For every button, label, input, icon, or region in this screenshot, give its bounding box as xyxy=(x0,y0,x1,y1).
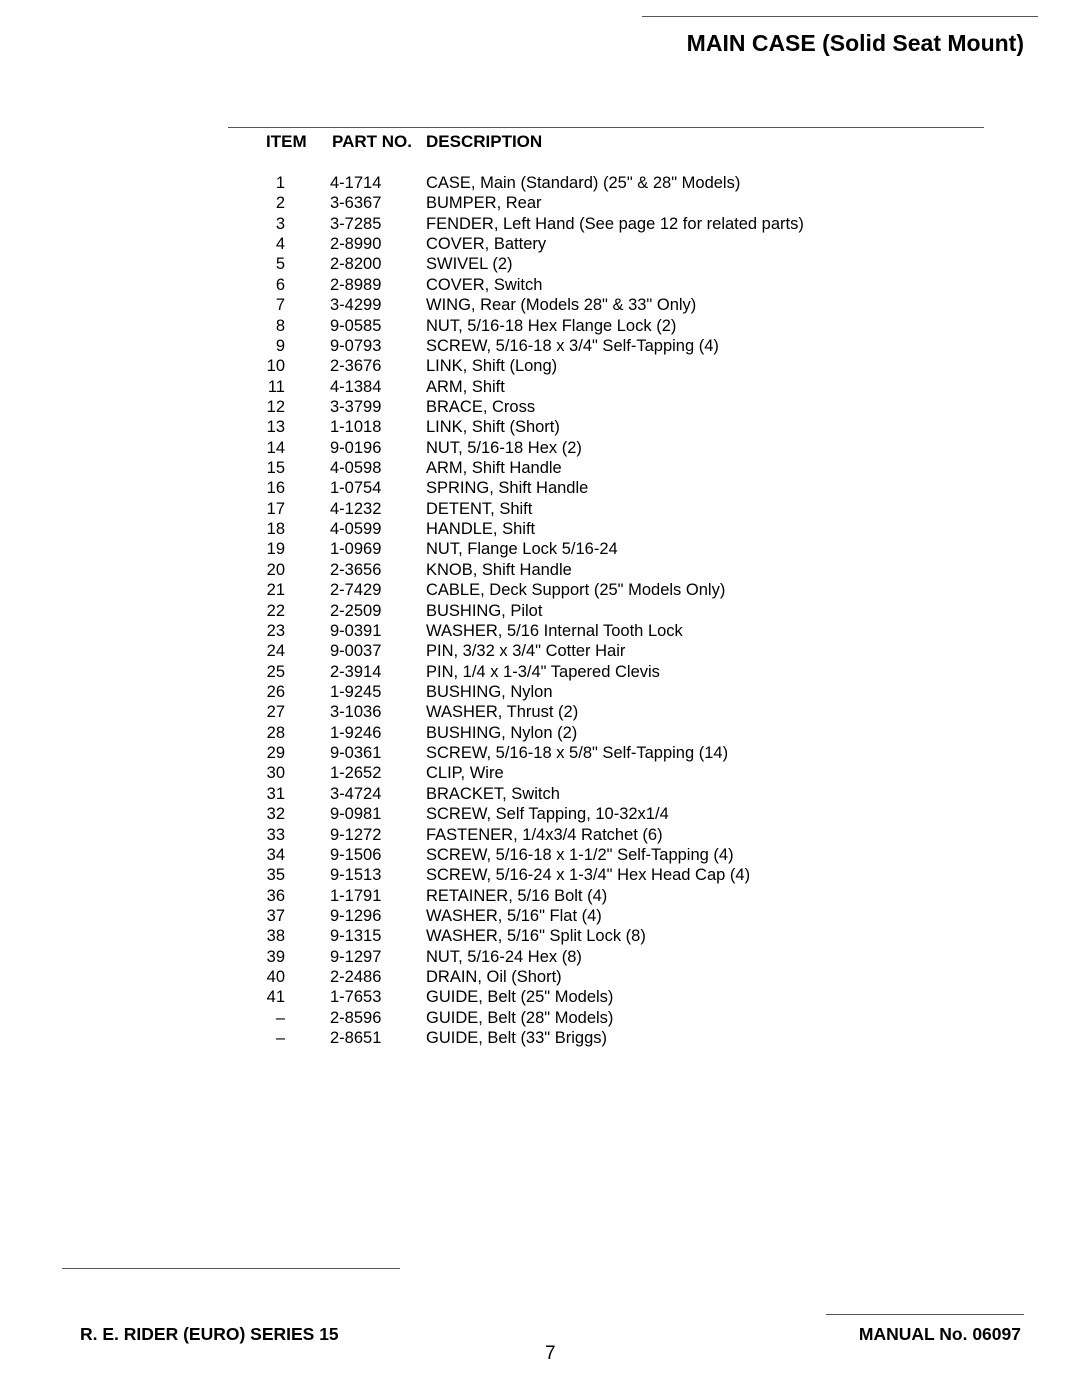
table-row xyxy=(0,621,1080,641)
table-row xyxy=(0,377,1080,397)
part-number: 9-1297 xyxy=(330,947,382,966)
part-number: 2-2509 xyxy=(330,601,382,620)
part-description: SCREW, 5/16-24 x 1-3/4" Hex Head Cap (4) xyxy=(426,866,751,885)
part-description: BRACKET, Switch xyxy=(426,784,560,803)
table-row xyxy=(0,478,1080,498)
part-description: WASHER, Thrust (2) xyxy=(426,703,579,722)
item-number: 32 xyxy=(266,805,285,824)
part-description: SCREW, 5/16-18 x 5/8" Self-Tapping (14) xyxy=(426,744,729,763)
part-description: KNOB, Shift Handle xyxy=(426,560,572,579)
part-number: 1-0754 xyxy=(330,479,382,498)
item-number: 26 xyxy=(266,682,285,701)
part-number: 1-9246 xyxy=(330,723,382,742)
part-description: NUT, 5/16-24 Hex (8) xyxy=(426,947,582,966)
table-row xyxy=(0,906,1080,926)
item-number: 12 xyxy=(266,397,285,416)
item-number: 15 xyxy=(266,459,285,478)
item-number: 6 xyxy=(275,275,285,294)
part-description: ARM, Shift xyxy=(426,377,505,396)
table-header-rule xyxy=(228,127,984,128)
part-description: BRACE, Cross xyxy=(426,397,536,416)
item-number: – xyxy=(275,1029,285,1048)
part-description: SCREW, 5/16-18 x 1-1/2" Self-Tapping (4) xyxy=(426,845,734,864)
part-description: CLIP, Wire xyxy=(426,764,504,783)
part-number: 9-0196 xyxy=(330,438,382,457)
part-description: GUIDE, Belt (33" Briggs) xyxy=(426,1029,607,1048)
part-number: 2-8990 xyxy=(330,235,382,254)
table-row xyxy=(0,499,1080,519)
table-row xyxy=(0,886,1080,906)
part-number: 9-1513 xyxy=(330,866,382,885)
table-row xyxy=(0,987,1080,1007)
part-description: NUT, Flange Lock 5/16-24 xyxy=(426,540,618,559)
table-row xyxy=(0,702,1080,722)
item-number: – xyxy=(275,1008,285,1027)
part-number: 1-1018 xyxy=(330,418,382,437)
table-row xyxy=(0,234,1080,254)
part-number: 1-0969 xyxy=(330,540,382,559)
part-number: 4-1714 xyxy=(330,174,382,192)
part-description: HANDLE, Shift xyxy=(426,520,536,539)
table-row xyxy=(0,539,1080,559)
part-number: 4-1232 xyxy=(330,499,382,518)
item-number: 24 xyxy=(266,642,285,661)
part-number: 2-3656 xyxy=(330,560,382,579)
table-row xyxy=(0,804,1080,824)
part-number: 3-4724 xyxy=(330,784,382,803)
part-number: 3-6367 xyxy=(330,194,382,213)
item-number: 8 xyxy=(275,316,285,335)
table-row xyxy=(0,193,1080,213)
item-number: 37 xyxy=(266,906,285,925)
part-description: BUSHING, Nylon xyxy=(426,682,553,701)
table-row xyxy=(0,397,1080,417)
table-row xyxy=(0,967,1080,987)
item-number: 33 xyxy=(266,825,285,844)
item-number: 4 xyxy=(275,235,285,254)
part-description: BUSHING, Pilot xyxy=(426,601,543,620)
item-number: 11 xyxy=(267,377,285,396)
item-number: 40 xyxy=(266,968,285,987)
part-number: 9-0391 xyxy=(330,621,382,640)
table-row xyxy=(0,1028,1080,1048)
part-description: SCREW, Self Tapping, 10-32x1/4 xyxy=(426,805,669,824)
item-number: 2 xyxy=(275,194,285,213)
table-row xyxy=(0,926,1080,946)
part-number: 1-7653 xyxy=(330,988,382,1007)
table-row xyxy=(0,580,1080,600)
part-number: 2-2486 xyxy=(330,968,382,987)
item-number: 38 xyxy=(266,927,285,946)
column-header-item: ITEM xyxy=(266,132,307,151)
part-number: 2-8596 xyxy=(330,1008,382,1027)
item-number: 31 xyxy=(266,784,285,803)
item-number: 19 xyxy=(266,540,285,559)
part-description: ARM, Shift Handle xyxy=(426,459,562,478)
part-number: 1-1791 xyxy=(330,886,382,905)
top-rule xyxy=(642,16,1038,17)
table-row xyxy=(0,784,1080,804)
table-row xyxy=(0,1008,1080,1028)
part-description: GUIDE, Belt (28" Models) xyxy=(426,1008,614,1027)
part-description: WING, Rear (Models 28" & 33" Only) xyxy=(426,296,697,315)
item-number: 14 xyxy=(266,438,285,457)
part-number: 9-1506 xyxy=(330,845,382,864)
table-row xyxy=(0,295,1080,315)
footer-right-rule xyxy=(826,1314,1024,1315)
table-row xyxy=(0,947,1080,967)
part-description: WASHER, 5/16" Split Lock (8) xyxy=(426,927,646,946)
table-row xyxy=(0,601,1080,621)
part-number: 9-1272 xyxy=(330,825,382,844)
table-header xyxy=(0,132,1080,152)
part-description: WASHER, 5/16" Flat (4) xyxy=(426,906,602,925)
table-row xyxy=(0,438,1080,458)
table-row xyxy=(0,458,1080,478)
table-row xyxy=(0,825,1080,845)
item-number: 17 xyxy=(266,499,285,518)
item-number: 29 xyxy=(266,744,285,763)
item-number: 7 xyxy=(275,296,285,315)
item-number: 20 xyxy=(266,560,285,579)
part-number: 2-8989 xyxy=(330,275,382,294)
table-row xyxy=(0,723,1080,743)
part-description: DETENT, Shift xyxy=(426,499,533,518)
part-description: FENDER, Left Hand (See page 12 for related parts) xyxy=(426,214,804,233)
item-number: 13 xyxy=(266,418,285,437)
part-description: WASHER, 5/16 Internal Tooth Lock xyxy=(426,621,683,640)
item-number: 39 xyxy=(266,947,285,966)
part-description: SWIVEL (2) xyxy=(426,255,513,274)
part-number: 9-1296 xyxy=(330,906,382,925)
part-number: 1-2652 xyxy=(330,764,382,783)
item-number: 30 xyxy=(266,764,285,783)
table-row xyxy=(0,275,1080,295)
part-number: 3-3799 xyxy=(330,397,382,416)
part-description: COVER, Battery xyxy=(426,235,547,254)
item-number: 18 xyxy=(266,520,285,539)
table-row xyxy=(0,560,1080,580)
table-row xyxy=(0,519,1080,539)
item-number: 41 xyxy=(266,988,285,1007)
part-number: 2-3676 xyxy=(330,357,382,376)
part-number: 4-0598 xyxy=(330,459,382,478)
part-number: 2-8200 xyxy=(330,255,382,274)
item-number: 36 xyxy=(266,886,285,905)
part-description: LINK, Shift (Short) xyxy=(426,418,560,437)
column-header-part-no: PART NO. xyxy=(332,132,412,151)
part-number: 1-9245 xyxy=(330,682,382,701)
item-number: 9 xyxy=(275,336,285,355)
table-row xyxy=(0,214,1080,234)
part-description: GUIDE, Belt (25" Models) xyxy=(426,988,614,1007)
item-number: 1 xyxy=(275,174,285,192)
footer-manual-number: MANUAL No. 06097 xyxy=(858,1324,1021,1344)
item-number: 21 xyxy=(266,581,285,600)
table-row xyxy=(0,763,1080,783)
table-row xyxy=(0,865,1080,885)
part-number: 4-0599 xyxy=(330,520,382,539)
part-description: CABLE, Deck Support (25" Models Only) xyxy=(426,581,726,600)
part-number: 4-1384 xyxy=(330,377,382,396)
item-number: 34 xyxy=(266,845,285,864)
parts-list xyxy=(0,173,1080,1048)
part-number: 9-1315 xyxy=(330,927,382,946)
part-description: PIN, 3/32 x 3/4" Cotter Hair xyxy=(426,642,626,661)
part-number: 9-0585 xyxy=(330,316,382,335)
item-number: 10 xyxy=(266,357,285,376)
part-number: 2-7429 xyxy=(330,581,382,600)
part-number: 3-7285 xyxy=(330,214,382,233)
part-number: 9-0037 xyxy=(330,642,382,661)
part-number: 9-0981 xyxy=(330,805,382,824)
page-number: 7 xyxy=(545,1343,556,1364)
column-header-description: DESCRIPTION xyxy=(426,132,543,151)
part-description: NUT, 5/16-18 Hex Flange Lock (2) xyxy=(426,316,677,335)
part-description: COVER, Switch xyxy=(426,275,543,294)
part-number: 2-3914 xyxy=(330,662,382,681)
table-row xyxy=(0,417,1080,437)
item-number: 25 xyxy=(266,662,285,681)
table-row xyxy=(0,641,1080,661)
part-description: BUSHING, Nylon (2) xyxy=(426,723,578,742)
item-number: 16 xyxy=(266,479,285,498)
table-row xyxy=(0,316,1080,336)
part-description: SCREW, 5/16-18 x 3/4" Self-Tapping (4) xyxy=(426,336,719,355)
table-row xyxy=(0,173,1080,193)
part-description: CASE, Main (Standard) (25" & 28" Models) xyxy=(426,174,741,192)
table-row xyxy=(0,845,1080,865)
item-number: 5 xyxy=(275,255,285,274)
item-number: 27 xyxy=(266,703,285,722)
part-number: 3-4299 xyxy=(330,296,382,315)
item-number: 3 xyxy=(275,214,285,233)
footer-series-title: R. E. RIDER (EURO) SERIES 15 xyxy=(80,1324,339,1344)
table-row xyxy=(0,682,1080,702)
table-row xyxy=(0,743,1080,763)
part-description: BUMPER, Rear xyxy=(426,194,542,213)
part-description: DRAIN, Oil (Short) xyxy=(426,968,562,987)
table-row xyxy=(0,356,1080,376)
table-row xyxy=(0,662,1080,682)
part-description: FASTENER, 1/4x3/4 Ratchet (6) xyxy=(426,825,663,844)
part-number: 2-8651 xyxy=(330,1029,382,1048)
item-number: 35 xyxy=(266,866,285,885)
part-description: PIN, 1/4 x 1-3/4" Tapered Clevis xyxy=(426,662,660,681)
item-number: 28 xyxy=(266,723,285,742)
footer-left-rule xyxy=(62,1268,400,1269)
part-number: 3-1036 xyxy=(330,703,382,722)
page-title: MAIN CASE (Solid Seat Mount) xyxy=(686,30,1024,56)
table-row xyxy=(0,336,1080,356)
part-description: LINK, Shift (Long) xyxy=(426,357,558,376)
part-description: NUT, 5/16-18 Hex (2) xyxy=(426,438,582,457)
part-number: 9-0361 xyxy=(330,744,382,763)
table-row xyxy=(0,254,1080,274)
part-description: RETAINER, 5/16 Bolt (4) xyxy=(426,886,608,905)
part-number: 9-0793 xyxy=(330,336,382,355)
part-description: SPRING, Shift Handle xyxy=(426,479,589,498)
item-number: 22 xyxy=(266,601,285,620)
item-number: 23 xyxy=(266,621,285,640)
